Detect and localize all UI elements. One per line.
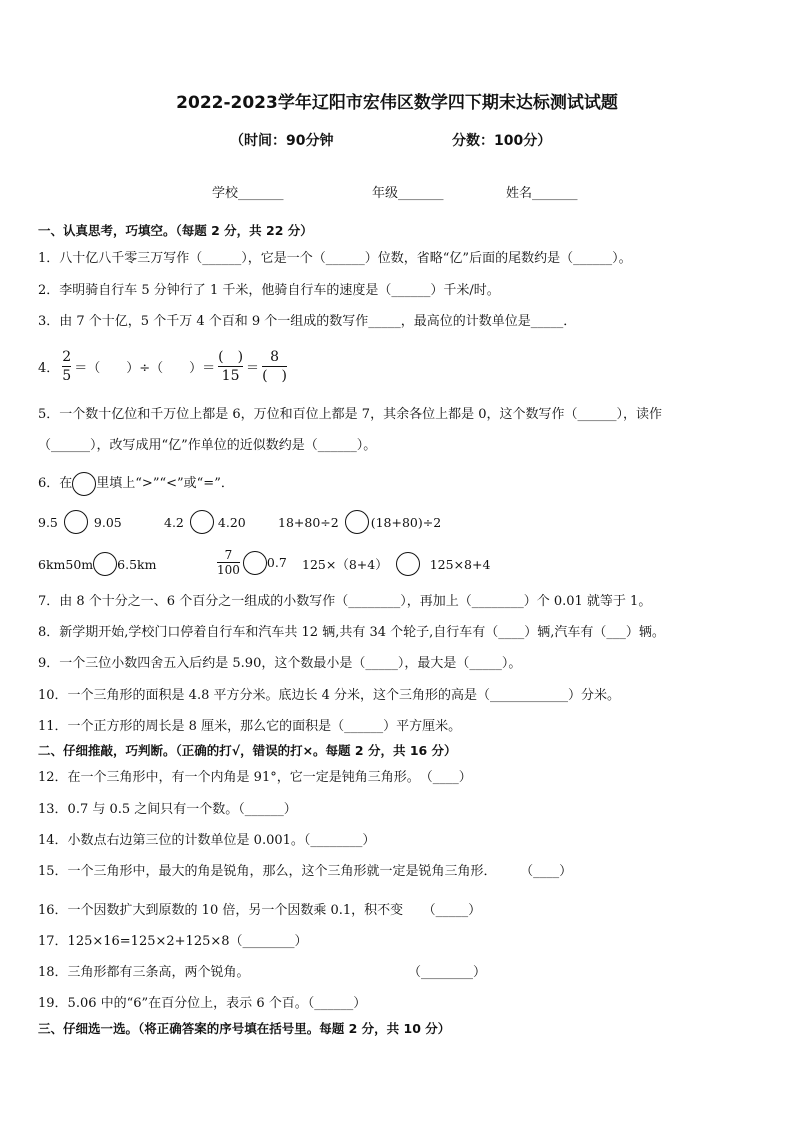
page-title: 2022-2023学年辽阳市宏伟区数学四下期末达标测试试题 xyxy=(176,93,618,113)
compare-item-2 xyxy=(164,510,246,534)
fraction-denominator: 100 xyxy=(217,563,240,577)
question-11: 11．一个正方形的周长是 8 厘米，那么它的面积是（______）平方厘米。 xyxy=(38,719,462,734)
time-label: （时间：90分钟 xyxy=(230,133,334,149)
question-5-line-2: （______），改写成用“亿”作单位的近似数约是（______）。 xyxy=(38,438,377,453)
question-14: 14．小数点右边第三位的计数单位是 0.001。（________） xyxy=(38,833,376,848)
compare-left: 125×（8+4） xyxy=(302,557,388,572)
compare-item-5 xyxy=(214,548,287,577)
q4-fraction-1 xyxy=(62,348,71,385)
compare-left: 9.5 xyxy=(38,514,58,530)
compare-right: (18+80)÷2 xyxy=(370,514,442,530)
compare-circle-icon[interactable] xyxy=(93,552,117,576)
compare-left: 18+80÷2 xyxy=(278,514,339,530)
score-label: 分数：100分） xyxy=(452,133,552,149)
q4-equation-1: ＝（ ）÷（ ）＝ xyxy=(74,361,216,376)
q4-equation-2: ＝ xyxy=(246,361,260,376)
question-12: 12．在一个三角形中，有一个内角是 91°，它一定是钝角三角形。 （____） xyxy=(38,770,472,785)
section-1-heading: 一、认真思考，巧填空。（每题 2 分，共 22 分） xyxy=(38,223,313,238)
question-8: 8．新学期开始,学校门口停着自行车和汽车共 12 辆,共有 34 个轮子,自行车有（____）辆,汽车有（___）辆。 xyxy=(38,625,665,640)
q4-f1-numerator: 2 xyxy=(62,349,72,365)
question-16: 16．一个因数扩大到原数的 10 倍，另一个因数乘 0.1，积不变 （_____） xyxy=(38,903,482,918)
section-3-heading: 三、仔细选一选。（将正确答案的序号填在括号里。每题 2 分，共 10 分） xyxy=(38,1021,451,1036)
question-3: 3．由 7 个十亿，5 个千万 4 个百和 9 个一组成的数写作_____，最高位的计数单位是_____． xyxy=(38,314,577,329)
q4-f3-numerator: 8 xyxy=(270,349,279,365)
question-7: 7．由 8 个十分之一、6 个百分之一组成的小数写作（________），再加上（________）个 0.01 就等于 1。 xyxy=(38,594,652,609)
compare-item-3 xyxy=(278,510,441,534)
question-10: 10．一个三角形的面积是 4.8 平方分米。底边长 4 分米，这个三角形的高是（____________）分米。 xyxy=(38,688,621,703)
q4-f2-numerator: ( ) xyxy=(218,349,244,365)
compare-circle-icon[interactable] xyxy=(64,510,88,534)
compare-right: 0.7 xyxy=(266,555,287,570)
q4-fraction-3 xyxy=(262,348,287,385)
compare-circle-icon[interactable] xyxy=(243,551,267,575)
question-9: 9．一个三位小数四舍五入后约是 5.90，这个数最小是（_____），最大是（_____）。 xyxy=(38,656,522,671)
question-15: 15．一个三角形中，最大的角是锐角，那么，这个三角形就一定是锐角三角形． （____） xyxy=(38,864,573,879)
q4-fraction-2 xyxy=(218,348,243,385)
school-field: 学校_______ xyxy=(212,186,284,201)
question-4 xyxy=(38,348,290,385)
q4-f2-denominator: 15 xyxy=(221,368,240,384)
compare-right: 6.5km xyxy=(117,556,157,572)
question-18: 18．三角形都有三条高，两个锐角。 xyxy=(38,965,250,980)
question-2: 2．李明骑自行车 5 分钟行了 1 千米，他骑自行车的速度是（______）千米/时。 xyxy=(38,283,500,298)
compare-item-6 xyxy=(302,552,490,576)
compare-right: 125×8+4 xyxy=(429,556,491,572)
grade-field: 年级_______ xyxy=(372,186,444,201)
question-13: 13．0.7 与 0.5 之间只有一个数。（______） xyxy=(38,802,297,817)
q6-suffix: 里填上“>”“<”或“=”． xyxy=(96,476,234,491)
fraction-numerator: 7 xyxy=(224,548,233,562)
compare-left: 6km50m xyxy=(38,556,94,572)
compare-fraction xyxy=(217,548,240,577)
compare-circle-icon xyxy=(72,472,96,496)
section-2-heading: 二、仔细推敲，巧判断。（正确的打√，错误的打×。每题 2 分，共 16 分） xyxy=(38,743,457,758)
q4-number: 4． xyxy=(38,361,60,376)
compare-right: 9.05 xyxy=(93,514,122,530)
q4-f3-denominator: ( ) xyxy=(262,368,287,384)
compare-item-4 xyxy=(38,552,156,576)
question-1: 1．八十亿八千零三万写作（______），它是一个（______）位数，省略“亿”后面的尾数约是（______）。 xyxy=(38,251,632,266)
question-19: 19．5.06 中的“6”在百分位上，表示 6 个百。（______） xyxy=(38,996,367,1011)
compare-circle-icon[interactable] xyxy=(190,510,214,534)
compare-right: 4.20 xyxy=(217,514,246,530)
question-6 xyxy=(38,472,234,496)
compare-circle-icon[interactable] xyxy=(396,552,420,576)
compare-left: 4.2 xyxy=(164,514,184,530)
q4-f1-denominator: 5 xyxy=(62,368,72,384)
question-17: 17．125×16=125×2+125×8（________） xyxy=(38,934,308,949)
q6-prefix: 6．在 xyxy=(38,476,73,491)
compare-item-1 xyxy=(38,510,122,534)
name-field: 姓名_______ xyxy=(506,186,578,201)
question-18-answer: （________） xyxy=(408,965,487,980)
compare-circle-icon[interactable] xyxy=(345,510,369,534)
question-5-line-1: 5．一个数十亿位和千万位上都是 6，万位和百位上都是 7，其余各位上都是 0，这个数写作（______），读作 xyxy=(38,407,662,422)
